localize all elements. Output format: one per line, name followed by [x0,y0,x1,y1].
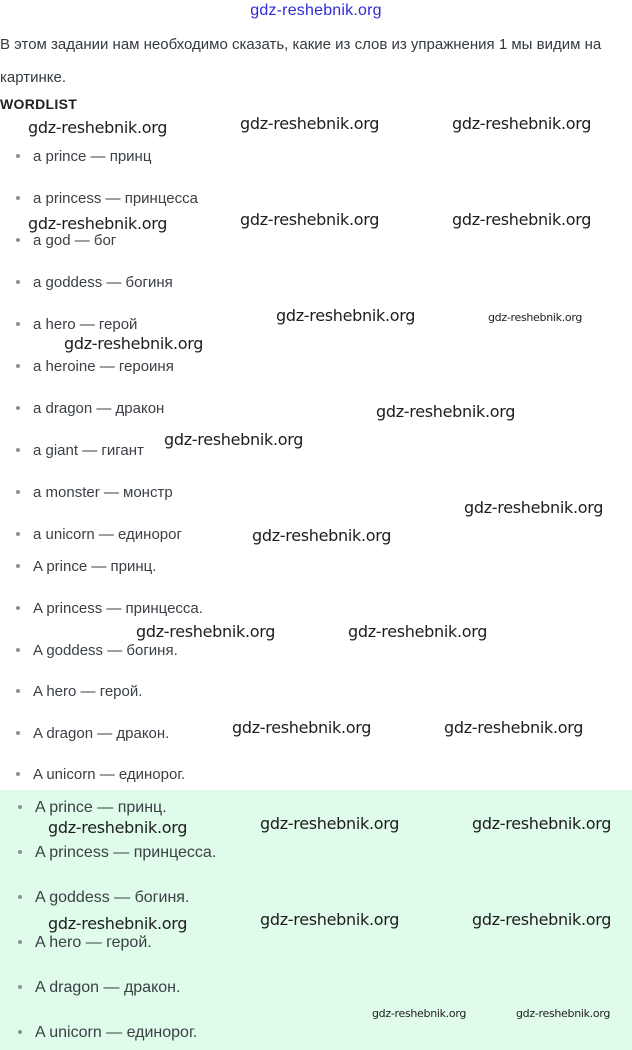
list-item: a goddess — богиня [16,272,173,294]
bullet-icon [16,648,20,652]
bullet-icon [16,448,20,452]
bullet-icon [16,564,20,568]
watermark: gdz-reshebnik.org [452,114,592,133]
bullet-icon [16,606,20,610]
bullet-icon [16,532,20,536]
bullet-icon [16,689,20,693]
watermark: gdz-reshebnik.org [516,1007,611,1020]
watermark: gdz-reshebnik.org [28,118,168,137]
bullet-icon [18,850,22,854]
watermark: gdz-reshebnik.org [464,498,604,517]
watermark: gdz-reshebnik.org [260,910,400,929]
list-item: a heroine — героиня [16,356,174,378]
list-item: a monster — монстр [16,482,173,504]
list-item: a dragon — дракон [16,398,164,420]
bullet-icon [16,154,20,158]
watermark: gdz-reshebnik.org [488,311,583,324]
list-item: a giant — гигант [16,440,144,462]
bullet-icon [16,322,20,326]
watermark: gdz-reshebnik.org [276,306,416,325]
watermark: gdz-reshebnik.org [348,622,488,641]
watermark: gdz-reshebnik.org [48,914,188,933]
bullet-icon [18,940,22,944]
list-item: a unicorn — единорог [16,524,182,546]
watermark: gdz-reshebnik.org [136,622,276,641]
bullet-icon [18,895,22,899]
watermark: gdz-reshebnik.org [164,430,304,449]
bullet-icon [18,985,22,989]
list-item: a princess — принцесса [16,188,198,210]
list-item: a hero — герой [16,314,137,336]
answer-item: A goddess — богиня. [16,640,178,662]
bullet-icon [16,772,20,776]
list-item: a prince — принц [16,146,151,168]
bullet-icon [16,196,20,200]
watermark: gdz-reshebnik.org [232,718,372,737]
answer-item: A dragon — дракон. [16,723,169,745]
list-item: a god — бог [16,230,116,252]
watermark: gdz-reshebnik.org [48,818,188,837]
answer-item: A hero — герой. [16,681,142,703]
bullet-icon [18,805,22,809]
watermark: gdz-reshebnik.org [260,814,400,833]
bullet-icon [16,490,20,494]
site-title-link[interactable]: gdz-reshebnik.org [250,2,382,19]
bullet-icon [16,238,20,242]
bullet-icon [16,406,20,410]
bullet-icon [18,1030,22,1034]
bullet-icon [16,364,20,368]
answer-item: A princess — принцесса. [16,598,203,620]
watermark: gdz-reshebnik.org [472,814,612,833]
highlighted-answer-item: A princess — принцесса. [18,842,216,864]
watermark: gdz-reshebnik.org [252,526,392,545]
highlighted-answer-item: A dragon — дракон. [18,977,180,999]
watermark: gdz-reshebnik.org [472,910,612,929]
watermark: gdz-reshebnik.org [444,718,584,737]
highlighted-answer-item: A goddess — богиня. [18,887,189,909]
highlighted-answer-item: A unicorn — единорог. [18,1022,197,1044]
task-intro-text: В этом задании нам необходимо сказать, какие из слов из упражнения 1 мы видим на картинке. [0,36,602,86]
bullet-icon [16,731,20,735]
watermark: gdz-reshebnik.org [240,114,380,133]
wordlist-heading: WORDLIST [0,96,78,112]
highlighted-answer-item: A prince — принц. [18,797,167,819]
watermark: gdz-reshebnik.org [64,334,204,353]
answer-item: A prince — принц. [16,556,156,578]
watermark: gdz-reshebnik.org [240,210,380,229]
watermark: gdz-reshebnik.org [376,402,516,421]
watermark: gdz-reshebnik.org [372,1007,467,1020]
answer-item: A unicorn — единорог. [16,764,185,786]
highlighted-answer-item: A hero — герой. [18,932,152,954]
bullet-icon [16,280,20,284]
watermark: gdz-reshebnik.org [28,214,168,233]
watermark: gdz-reshebnik.org [452,210,592,229]
